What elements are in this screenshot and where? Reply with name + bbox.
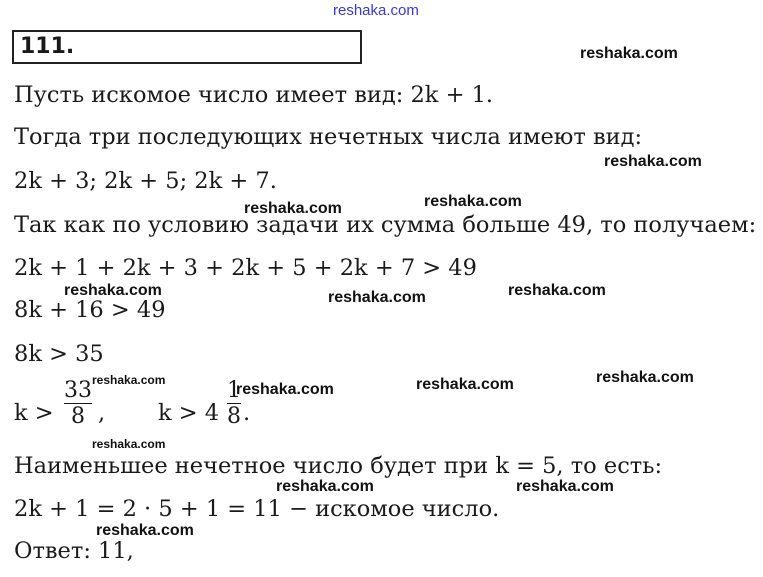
task-number: 111.	[20, 34, 75, 59]
line-10: 2k + 1 = 2 · 5 + 1 = 11 − искомое число.	[14, 496, 500, 522]
line-8-left: k >	[14, 400, 54, 426]
line-9: Наименьшее нечетное число будет при k = 5, то есть:	[14, 453, 663, 479]
line-8-sep: ,	[98, 400, 106, 426]
watermark: reshaka.com	[236, 381, 334, 398]
watermark: reshaka.com	[92, 437, 166, 451]
watermark: reshaka.com	[596, 369, 694, 386]
fraction-denominator: 8	[227, 404, 241, 429]
watermark: reshaka.com	[96, 522, 194, 539]
watermark: reshaka.com	[92, 373, 166, 387]
fraction-numerator: 1	[227, 378, 241, 403]
line-7: 8k > 35	[14, 341, 104, 367]
watermark: reshaka.com	[516, 478, 614, 495]
watermark: reshaka.com	[64, 282, 162, 299]
task-box	[12, 30, 362, 64]
line-5: 2k + 1 + 2k + 3 + 2k + 5 + 2k + 7 > 49	[14, 255, 477, 281]
watermark: reshaka.com	[416, 376, 514, 393]
fraction-denominator: 8	[71, 404, 85, 429]
watermark: reshaka.com	[276, 478, 374, 495]
line-6: 8k + 16 > 49	[14, 297, 166, 323]
line-8-mid: k > 4	[158, 400, 220, 426]
watermark: reshaka.com	[580, 45, 678, 62]
line-2: Тогда три последующих нечетных числа имеют вид:	[14, 124, 643, 150]
watermark-top: reshaka.com	[333, 2, 419, 19]
line-11: Ответ: 11,	[14, 538, 134, 564]
watermark: reshaka.com	[508, 282, 606, 299]
watermark: reshaka.com	[244, 200, 342, 217]
line-4: Так как по условию задачи их сумма больше 49, то получаем:	[14, 212, 757, 238]
line-3: 2k + 3; 2k + 5; 2k + 7.	[14, 168, 277, 194]
watermark: reshaka.com	[328, 289, 426, 306]
watermark: reshaka.com	[424, 193, 522, 210]
line-1: Пусть искомое число имеет вид: 2k + 1.	[14, 82, 494, 108]
watermark: reshaka.com	[604, 153, 702, 170]
line-8-end: .	[243, 400, 251, 426]
fraction-numerator: 33	[64, 378, 92, 403]
fraction-33-8	[64, 378, 92, 429]
